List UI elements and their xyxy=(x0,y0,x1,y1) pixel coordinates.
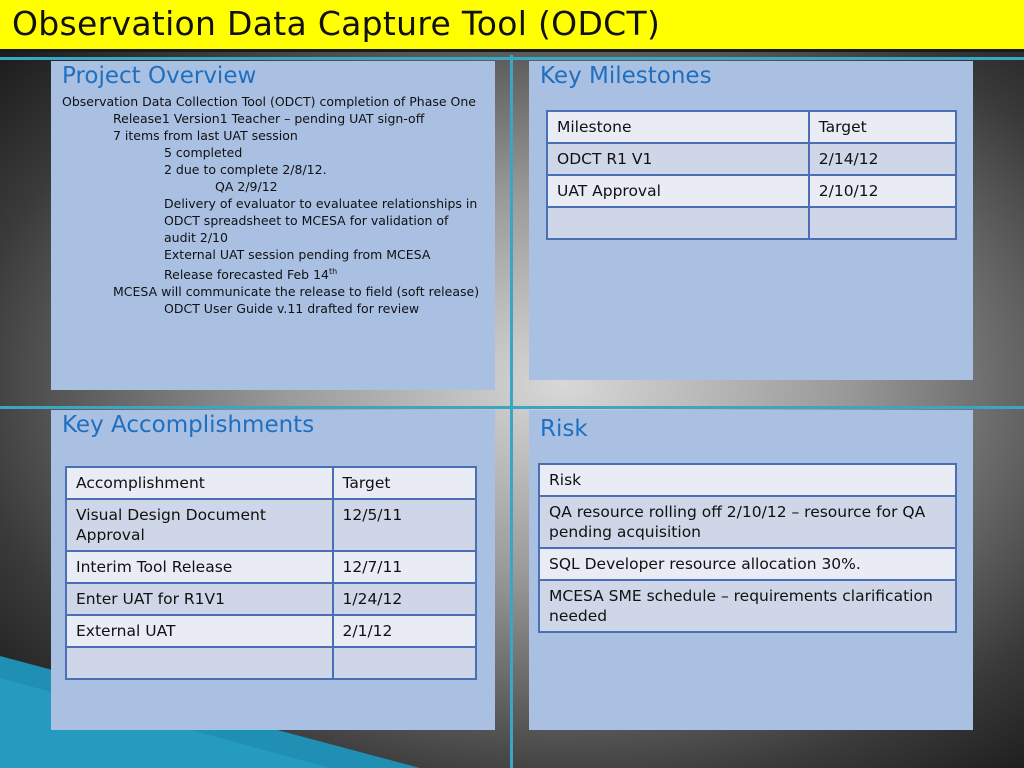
table-cell: External UAT xyxy=(66,615,333,647)
risk-table xyxy=(538,463,957,633)
overview-list xyxy=(62,93,484,317)
overview-line: 2 due to complete 2/8/12. xyxy=(164,162,327,177)
table-cell: 2/1/12 xyxy=(333,615,477,647)
table-row xyxy=(547,175,956,207)
table-header-row xyxy=(539,464,956,496)
table-cell: Visual Design Document Approval xyxy=(66,499,333,551)
table-row xyxy=(66,499,476,551)
table-header-row xyxy=(66,467,476,499)
overview-line: 5 completed xyxy=(164,145,243,160)
divider-vertical xyxy=(510,55,513,768)
title-bar xyxy=(0,0,1024,52)
table-row xyxy=(547,207,956,239)
table-row xyxy=(66,583,476,615)
table-row xyxy=(539,496,956,548)
overview-line: 7 items from last UAT session xyxy=(113,128,298,143)
overview-line: ODCT User Guide v.11 drafted for review xyxy=(164,301,420,317)
table-cell: 12/7/11 xyxy=(333,551,477,583)
page-title: Observation Data Capture Tool (ODCT) xyxy=(12,4,661,43)
overview-line: Observation Data Collection Tool (ODCT) completion of Phase One xyxy=(62,94,477,109)
table-cell: QA resource rolling off 2/10/12 – resource for QA pending acquisition xyxy=(539,496,956,548)
overview-line: MCESA will communicate the release to field (soft release) xyxy=(113,284,480,300)
table-cell: ODCT R1 V1 xyxy=(547,143,809,175)
accomplishments-heading: Key Accomplishments xyxy=(62,412,315,438)
overview-line: Release1 Version1 Teacher – pending UAT sign-off xyxy=(113,111,425,126)
overview-line: Release forecasted Feb 14th xyxy=(164,267,338,283)
table-cell xyxy=(66,647,333,679)
project-overview-panel xyxy=(51,61,495,390)
table-row xyxy=(66,647,476,679)
table-cell: Enter UAT for R1V1 xyxy=(66,583,333,615)
table-cell: Interim Tool Release xyxy=(66,551,333,583)
table-row xyxy=(66,551,476,583)
table-cell: 2/14/12 xyxy=(809,143,956,175)
table-cell: 1/24/12 xyxy=(333,583,477,615)
overview-line: QA 2/9/12 xyxy=(215,179,278,194)
table-row xyxy=(547,143,956,175)
table-cell: SQL Developer resource allocation 30%. xyxy=(539,548,956,580)
table-cell: 12/5/11 xyxy=(333,499,477,551)
column-header: Accomplishment xyxy=(66,467,333,499)
column-header: Target xyxy=(333,467,477,499)
overview-line: Delivery of evaluator to evaluatee relationships in ODCT spreadsheet to MCESA for validation of audit 2/10 xyxy=(164,196,478,245)
overview-heading: Project Overview xyxy=(62,63,257,89)
column-header: Target xyxy=(809,111,956,143)
table-row xyxy=(539,548,956,580)
table-row xyxy=(66,615,476,647)
milestones-table xyxy=(546,110,957,240)
milestones-heading: Key Milestones xyxy=(540,63,712,89)
table-cell xyxy=(333,647,477,679)
risk-heading: Risk xyxy=(540,416,588,442)
overview-line: External UAT session pending from MCESA xyxy=(164,247,431,262)
table-cell: 2/10/12 xyxy=(809,175,956,207)
column-header: Risk xyxy=(539,464,956,496)
table-row xyxy=(539,580,956,632)
table-cell xyxy=(547,207,809,239)
table-cell: MCESA SME schedule – requirements clarification needed xyxy=(539,580,956,632)
column-header: Milestone xyxy=(547,111,809,143)
table-header-row xyxy=(547,111,956,143)
table-cell: UAT Approval xyxy=(547,175,809,207)
table-cell xyxy=(809,207,956,239)
accomplishments-table xyxy=(65,466,477,680)
